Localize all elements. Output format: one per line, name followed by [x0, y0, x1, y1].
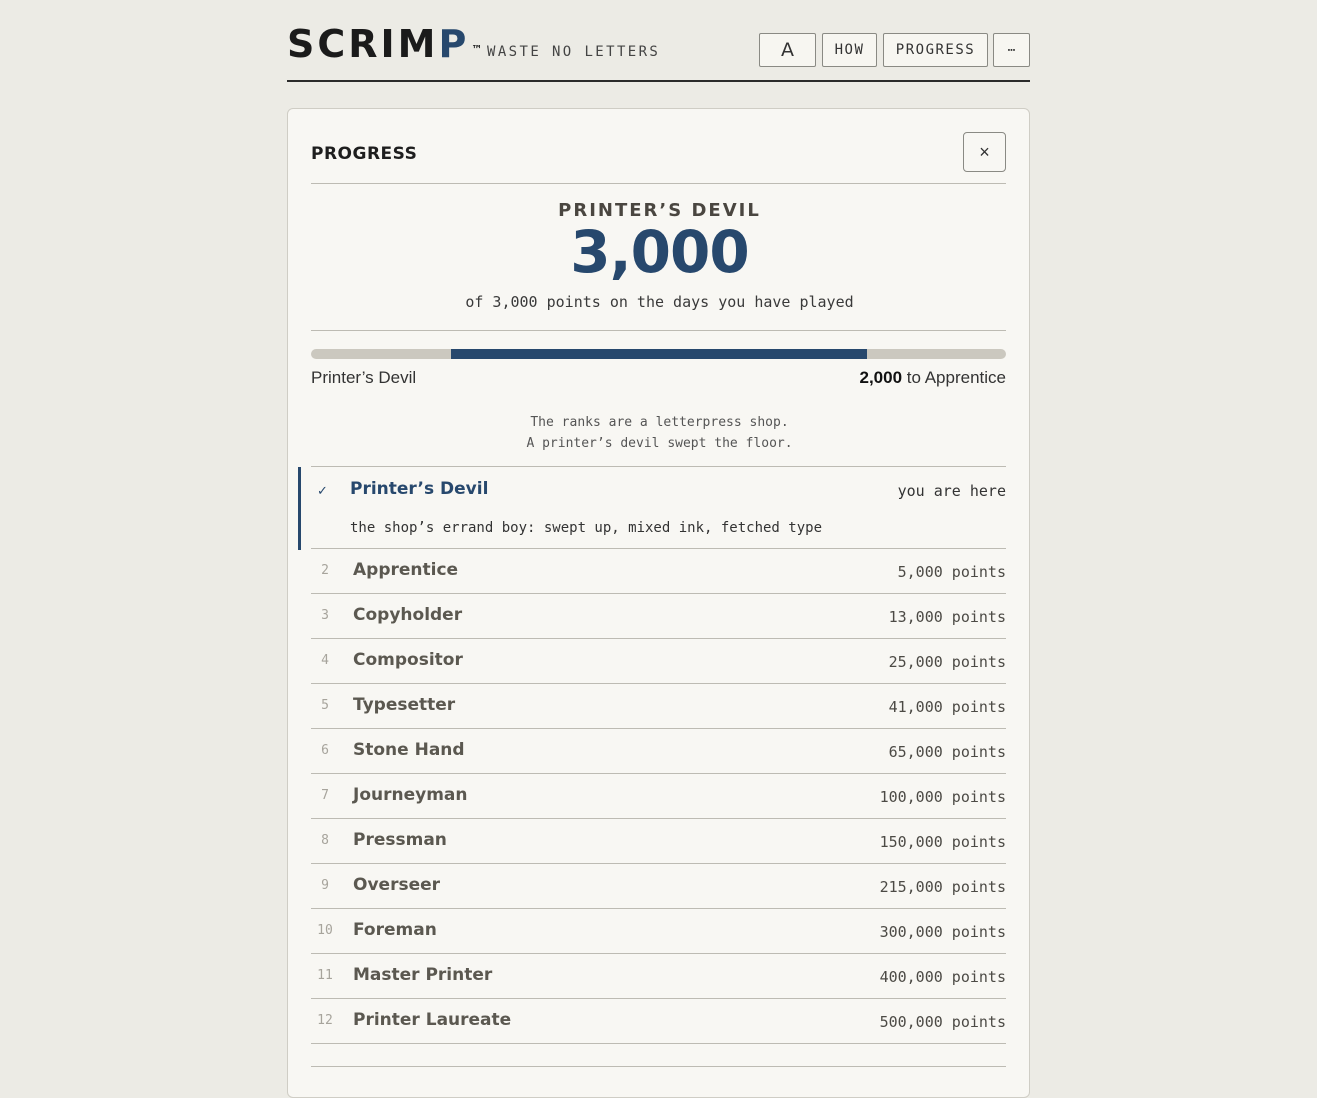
list-item	[311, 639, 1006, 684]
progress-fill	[451, 349, 867, 359]
rank-name: Typesetter	[353, 695, 456, 715]
rank-number: 12	[317, 1013, 333, 1028]
rank-name: Printer’s Devil	[350, 479, 489, 499]
rank-number: 4	[321, 653, 329, 668]
points-needed: 2,000	[859, 368, 903, 387]
score-value: 3,000	[570, 218, 749, 286]
rank-number: 8	[321, 833, 329, 848]
list-item	[311, 729, 1006, 774]
progress-next-rank	[859, 368, 1006, 388]
list-item	[311, 774, 1006, 819]
divider	[311, 330, 1006, 331]
top-bar	[287, 0, 1030, 82]
rank-points: 13,000 points	[888, 608, 1006, 626]
rank-points: 500,000 points	[879, 1013, 1006, 1031]
progress-button[interactable]: PROGRESS	[883, 33, 988, 67]
rank-number: 6	[321, 743, 329, 758]
rank-number: 5	[321, 698, 329, 713]
divider	[311, 1066, 1006, 1067]
rank-number: 7	[321, 788, 329, 803]
rank-points: 65,000 points	[888, 743, 1006, 761]
current-rank-heading: PRINTER’S DEVIL	[558, 200, 761, 221]
rank-name: Printer Laureate	[353, 1010, 512, 1030]
you-are-here-label: you are here	[897, 482, 1006, 500]
rank-number: 11	[317, 968, 333, 983]
rank-number: 3	[321, 608, 329, 623]
rank-name: Overseer	[353, 875, 441, 895]
rank-name: Foreman	[353, 920, 437, 940]
close-button[interactable]	[963, 132, 1006, 172]
ranks-list	[311, 466, 1006, 1044]
ranks-note	[288, 412, 1031, 454]
next-rank-label: to Apprentice	[902, 368, 1006, 387]
current-marker	[298, 467, 301, 550]
list-item	[311, 549, 1006, 594]
logo: SCRIMP ™	[287, 22, 483, 66]
list-item	[311, 594, 1006, 639]
rank-points: 100,000 points	[879, 788, 1006, 806]
rank-points: 150,000 points	[879, 833, 1006, 851]
rank-number: 10	[317, 923, 333, 938]
more-menu-button[interactable]: ⋯	[993, 33, 1030, 67]
note-line: The ranks are a letterpress shop.	[530, 415, 789, 430]
progress-modal	[287, 108, 1030, 1098]
list-item	[311, 954, 1006, 999]
rank-points: 400,000 points	[879, 968, 1006, 986]
modal-title: PROGRESS	[311, 144, 418, 164]
rank-rows	[311, 549, 1006, 1044]
rank-name: Stone Hand	[353, 740, 465, 760]
progress-current-rank: Printer’s Devil	[311, 368, 417, 387]
divider	[311, 183, 1006, 184]
list-item	[311, 684, 1006, 729]
rank-description: the shop’s errand boy: swept up, mixed ink, fetched type	[350, 520, 823, 536]
how-button[interactable]: HOW	[822, 33, 877, 67]
rank-points: 41,000 points	[888, 698, 1006, 716]
font-toggle-button[interactable]: A	[759, 33, 816, 67]
list-item	[311, 864, 1006, 909]
rank-name: Master Printer	[353, 965, 493, 985]
rank-name: Compositor	[353, 650, 463, 670]
rank-name: Copyholder	[353, 605, 463, 625]
rank-points: 300,000 points	[879, 923, 1006, 941]
current-rank-row	[311, 466, 1006, 549]
rank-number: 2	[321, 563, 329, 578]
rank-name: Apprentice	[353, 560, 459, 580]
rank-points: 25,000 points	[888, 653, 1006, 671]
rank-points: 5,000 points	[897, 563, 1006, 581]
list-item	[311, 909, 1006, 954]
list-item	[311, 819, 1006, 864]
note-line: A printer’s devil swept the floor.	[526, 436, 793, 451]
rank-name: Journeyman	[353, 785, 468, 805]
tagline: WASTE NO LETTERS	[487, 44, 661, 60]
score-caption: of 3,000 points on the days you have played	[465, 293, 854, 311]
list-item	[311, 999, 1006, 1044]
close-icon: ×	[979, 141, 990, 162]
check-icon: ✓	[317, 483, 328, 498]
rank-points: 215,000 points	[879, 878, 1006, 896]
rank-name: Pressman	[353, 830, 447, 850]
rank-number: 9	[321, 878, 329, 893]
